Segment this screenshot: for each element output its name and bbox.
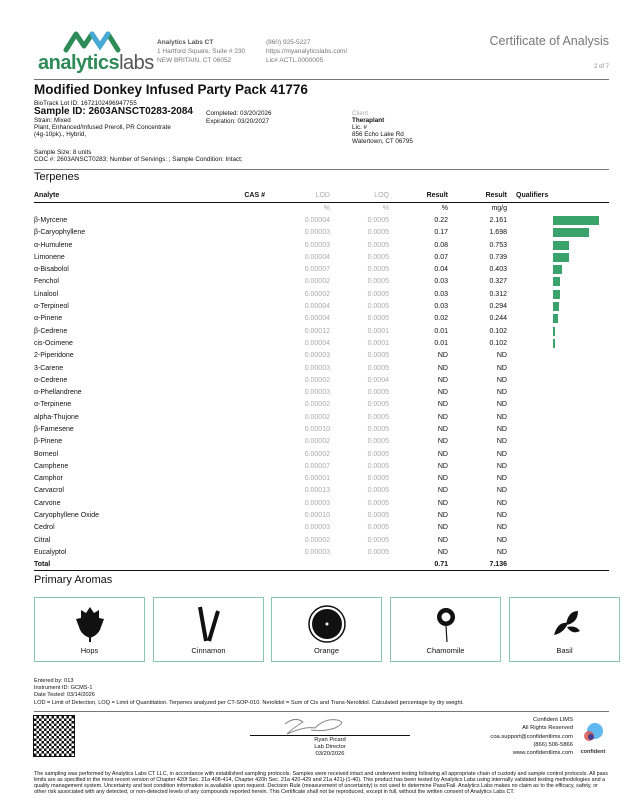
cell-q [507,386,609,398]
cell-lod: 0.00002 [304,413,330,421]
header-qualifiers: Qualifiers [507,190,609,202]
cell-loq: 0.0005 [367,438,389,446]
page-number: 2 of 7 [593,64,609,70]
qualifier-bar [553,265,562,274]
cell-loq: 0.0005 [367,401,389,409]
cell-pct: ND [437,389,448,397]
cell-lod: 0.00004 [304,315,330,323]
cell-lod: 0.00013 [304,487,330,495]
table-row [34,337,609,349]
cell-cas [224,473,265,485]
qualifier-bar [553,302,559,311]
cell-analyte: alpha-Thujone [34,413,79,421]
coc-info: COC #: 2603ANSCT0283; Number of Servings: ; Sample Condition: Intact; [34,156,243,163]
cell-analyte: Camphene [34,462,69,470]
qualifier-bar [553,314,558,323]
cell-lod: 0.00004 [304,253,330,261]
cell-cas [224,460,265,472]
cell-q [507,411,609,423]
cell-cas [224,509,265,521]
table-row [34,362,609,374]
cell-analyte: α-Cedrene [34,376,68,384]
sample-size: Sample Size: 8 units [34,149,92,156]
aroma-basil: Basil [509,597,620,662]
table-row [34,251,609,263]
qualifier-bar [553,253,569,262]
cell-lod: 0.00004 [304,216,330,224]
cell-mg: ND [496,450,507,458]
table-row [34,276,609,288]
cell-lod: 0.00003 [304,499,330,507]
aroma-hops: Hops [34,597,145,662]
cell-analyte: β-Farnesene [34,425,74,433]
cell-pct: ND [437,499,448,507]
table-row [34,436,609,448]
cell-pct: ND [437,425,448,433]
cell-loq: 0.0005 [367,425,389,433]
cell-loq: 0.0005 [367,241,389,249]
table-row [34,374,609,386]
sample-name: Modified Donkey Infused Party Pack 41776 [34,82,308,97]
cell-lod: 0.00002 [304,450,330,458]
cell-cas [224,313,265,325]
cell-mg: ND [496,364,507,372]
terpenes-title: Terpenes [34,171,80,183]
cell-pct: ND [437,487,448,495]
cell-pct: 0.04 [434,266,448,274]
qualifier-bar [553,241,569,250]
table-row [34,448,609,460]
cell-q [507,227,609,239]
cell-mg: 0.244 [489,315,507,323]
confident-logo-icon [578,722,608,744]
cell-pct: ND [437,475,448,483]
cell-analyte: α-Terpineol [34,303,69,311]
cell-mg: ND [496,389,507,397]
cell-mg: ND [496,499,507,507]
cell-mg: ND [496,438,507,446]
expiration-date: Expiration: 03/20/2027 [206,118,270,125]
cell-q [507,534,609,546]
qualifier-bar [553,290,560,299]
cell-mg: 0.312 [489,290,507,298]
cell-pct: 0.03 [434,278,448,286]
cell-pct: 0.22 [434,216,448,224]
qualifier-bar [553,277,560,286]
cell-lod: 0.00003 [304,352,330,360]
cell-mg: 0.102 [489,339,507,347]
header-result-pct: Result [389,190,448,202]
cell-analyte: Citral [34,536,51,544]
cell-lod: 0.00004 [304,303,330,311]
table-row [34,214,609,226]
aroma-cinnamon: Cinnamon [153,597,264,662]
qualifier-bar [553,228,589,237]
cell-pct: ND [437,438,448,446]
cell-analyte: Caryophyllene Oxide [34,512,99,520]
cell-pct: 0.03 [434,303,448,311]
completed-date: Completed: 03/20/2026 [206,110,272,117]
cell-loq: 0.0005 [367,548,389,556]
cell-analyte: Carvacrol [34,487,64,495]
qualifier-bar [553,327,555,336]
cell-loq: 0.0005 [367,216,389,224]
cell-pct: ND [437,524,448,532]
lab-contact: (860) 925-5227 https://myanalyticslabs.com/ Lic# ACTL.0000005 [266,39,348,64]
unit-result-mg: mg/g [491,204,507,212]
cell-analyte: Camphor [34,475,63,483]
cell-cas [224,411,265,423]
cell-q [507,214,609,226]
cell-lod: 0.00004 [304,339,330,347]
divider [34,169,609,170]
cell-mg: 0.753 [489,241,507,249]
cell-loq: 0.0005 [367,266,389,274]
cell-mg: ND [496,548,507,556]
disclaimer: The sampling was performed by Analytics Labs CT LLC, in accordance with established sampling protocols. Samples were received intact and underwent testing following all appropriate chain of custody and sample control protocols. All pass limits are as specified in the most recent version of Chapter 420f Sec. 21a 408-414, Chapter 420h Sec. 21a 420-429 and 21a 421j-(1-40). This product has been tested by Analytics Labs using internally validated testing methodologies and a quality management system. Uncertainty and test condition information is available upon request. Decision Rule (measurement of uncertainty) is not used to determine Pass/Fail. Analytics Labs makes no claim as to the efficacy, safety, or other risk associated with any detected, or non-detected levels of any compounds reported herein. This Certificate shall not be reproduced, except in full, without the written consent of Analytics Labs CT. [34,771,609,796]
cell-pct: ND [437,376,448,384]
sample-details: Strain: Mixed Plant, Enhanced/Infused Preroll, PR Concentrate (4g-10pk)., Hybrid, [34,117,171,138]
cell-cas [224,436,265,448]
cell-pct: 0.07 [434,253,448,261]
cell-loq: 0.0005 [367,315,389,323]
cell-loq: 0.0005 [367,364,389,372]
header-loq: LOQ [330,190,389,202]
cell-mg: ND [496,413,507,421]
cell-loq: 0.0005 [367,475,389,483]
cell-pct: 0.02 [434,315,448,323]
cell-q [507,325,609,337]
cell-loq: 0.0005 [367,524,389,532]
cinnamon-icon [194,605,224,643]
cell-lod: 0.00003 [304,548,330,556]
lims-website-link[interactable]: www.confidentlims.com [512,750,573,757]
table-row [34,288,609,300]
cell-loq: 0.0005 [367,536,389,544]
cell-mg: ND [496,376,507,384]
cell-analyte: α-Phellandrene [34,389,82,397]
cell-cas [224,423,265,435]
divider [34,79,609,80]
confident-logo: confident [578,722,608,754]
qualifier-bar [553,216,599,225]
cell-mg: 0.327 [489,278,507,286]
cell-loq: 0.0001 [367,327,389,335]
cell-pct: ND [437,401,448,409]
table-row [34,460,609,472]
cell-analyte: Eucalyptol [34,548,67,556]
cell-mg: ND [496,536,507,544]
terpenes-table [34,190,609,571]
lims-info: Confident LIMS All Rights Reserved coa.support@confidentlims.com (866) 506-5866 www.confidentlims.com [490,717,573,757]
signatory: Ryan Picard Lab Director 03/20/2026 [314,737,346,757]
cell-q [507,362,609,374]
cell-lod: 0.00003 [304,229,330,237]
cell-analyte: α-Bisabolol [34,266,69,274]
cell-cas [224,534,265,546]
cell-mg: 0.739 [489,253,507,261]
cell-q [507,485,609,497]
cell-loq: 0.0001 [367,339,389,347]
table-row [34,263,609,275]
cell-cas [224,350,265,362]
cell-cas [224,374,265,386]
cell-mg: ND [496,352,507,360]
cell-loq: 0.0005 [367,512,389,520]
cell-pct: ND [437,462,448,470]
cell-q [507,436,609,448]
cell-q [507,350,609,362]
cell-mg: ND [496,462,507,470]
cell-cas [224,239,265,251]
cell-pct: ND [437,352,448,360]
cell-pct: ND [437,450,448,458]
cell-lod: 0.00003 [304,524,330,532]
cell-pct: 0.01 [434,339,448,347]
cell-q [507,522,609,534]
cell-mg: 1.698 [489,229,507,237]
cell-pct: 0.01 [434,327,448,335]
cell-cas [224,227,265,239]
test-notes: Entered by: 013 Instrument ID: GCMS-1 Date Tested: 03/14/2026 LOD = Limit of Detection, LOQ = Limit of Quantitation. Terpenes analyzed per CT-SOP-010. Nerolidol = Sum of Cis and Trans-Nerolidol. Calculated percentage by dry weight. [34,678,464,706]
aroma-orange: Orange [271,597,382,662]
cell-analyte: β-Pinene [34,438,63,446]
header-lod: LOD [265,190,330,202]
cell-cas [224,251,265,263]
cell-mg: ND [496,401,507,409]
cell-q [507,300,609,312]
cell-cas [224,337,265,349]
table-row [34,313,609,325]
lab-logo: analyticslabs [38,28,148,78]
table-row [34,325,609,337]
cell-lod: 0.00002 [304,401,330,409]
cell-q [507,473,609,485]
cell-lod: 0.00002 [304,376,330,384]
lab-address: Analytics Labs CT 1 Hartford Square, Suite # 230 NEW BRITAIN, CT 06052 [157,39,246,64]
divider [34,711,609,712]
cell-q [507,374,609,386]
orange-icon [308,605,346,643]
cell-q [507,263,609,275]
cell-lod: 0.00003 [304,389,330,397]
unit-lod: % [323,204,330,212]
cell-q [507,251,609,263]
header-cas: CAS # [224,190,265,202]
cell-mg: ND [496,487,507,495]
cell-q [507,546,609,558]
qualifier-bar [553,339,555,348]
cell-cas [224,276,265,288]
table-row [34,227,609,239]
table-row [34,399,609,411]
header-analyte: Analyte [34,190,224,202]
cell-lod: 0.00007 [304,266,330,274]
cell-lod: 0.00012 [304,327,330,335]
cell-q [507,313,609,325]
table-row [34,522,609,534]
aroma-chamomile: Chamomile [390,597,501,662]
cell-lod: 0.00003 [304,364,330,372]
table-row [34,485,609,497]
cell-loq: 0.0005 [367,462,389,470]
cell-q [507,509,609,521]
cell-analyte: β-Caryophyllene [34,229,86,237]
cell-mg: 2.161 [489,216,507,224]
cell-cas [224,325,265,337]
cell-cas [224,399,265,411]
cell-q [507,497,609,509]
chamomile-icon [431,605,461,643]
cell-lod: 0.00003 [304,241,330,249]
cell-analyte: α-Humulene [34,241,73,249]
cell-loq: 0.0005 [367,352,389,360]
doc-title: Certificate of Analysis [489,34,609,48]
cell-loq: 0.0005 [367,229,389,237]
cell-cas [224,288,265,300]
hops-icon [75,605,105,643]
aromas-title: Primary Aromas [34,574,113,586]
cell-loq: 0.0005 [367,389,389,397]
lab-website-link[interactable]: https://myanalyticslabs.com/ [266,48,348,55]
cell-lod: 0.00002 [304,536,330,544]
cell-mg: 0.403 [489,266,507,274]
cell-analyte: 2-Piperidone [34,352,74,360]
basil-icon [550,605,582,643]
cell-q [507,448,609,460]
cell-analyte: 3-Carene [34,364,64,372]
cell-loq: 0.0004 [367,376,389,384]
cell-cas [224,522,265,534]
table-row [34,423,609,435]
total-row: Total 0.71 7.136 [34,559,609,571]
cell-analyte: Cedrol [34,524,55,532]
cell-pct: 0.08 [434,241,448,249]
cell-q [507,460,609,472]
sample-id: Sample ID: 2603ANSCT0283-2084 [34,106,193,117]
cell-lod: 0.00010 [304,512,330,520]
cell-pct: ND [437,364,448,372]
cell-mg: ND [496,475,507,483]
cell-analyte: β-Myrcene [34,216,68,224]
cell-analyte: Carvone [34,499,61,507]
cell-analyte: β-Cedrene [34,327,68,335]
table-row [34,473,609,485]
qr-code[interactable] [34,716,74,756]
cell-mg: ND [496,524,507,532]
cell-lod: 0.00007 [304,462,330,470]
cell-cas [224,448,265,460]
table-row [34,546,609,558]
cell-analyte: Borneol [34,450,59,458]
cell-q [507,337,609,349]
cell-mg: 0.102 [489,327,507,335]
cell-q [507,423,609,435]
cell-cas [224,300,265,312]
cell-lod: 0.00002 [304,438,330,446]
cell-cas [224,497,265,509]
table-row [34,239,609,251]
cell-q [507,239,609,251]
cell-q [507,288,609,300]
cell-lod: 0.00001 [304,475,330,483]
cell-lod: 0.00010 [304,425,330,433]
cell-pct: ND [437,548,448,556]
cell-q [507,276,609,288]
cell-cas [224,386,265,398]
header-result-mg: Result [448,190,507,202]
client-info: Client Theraplant Lic. # 856 Echo Lake Rd Watertown, CT 06795 [352,110,413,145]
unit-result-pct: % [441,204,448,212]
cell-cas [224,214,265,226]
cell-pct: ND [437,512,448,520]
cell-mg: 0.294 [489,303,507,311]
cell-loq: 0.0005 [367,413,389,421]
lims-email-link[interactable]: coa.support@confidentlims.com [490,733,573,740]
table-row [34,386,609,398]
cell-loq: 0.0005 [367,499,389,507]
biotrack-id: BioTrack Lot ID: 1672102496947755 [34,100,137,107]
unit-loq: % [382,204,389,212]
cell-loq: 0.0005 [367,450,389,458]
logo-mark-icon [38,28,148,54]
cell-loq: 0.0005 [367,278,389,286]
cell-analyte: α-Terpinene [34,401,72,409]
cell-lod: 0.00002 [304,290,330,298]
cell-lod: 0.00002 [304,278,330,286]
cell-loq: 0.0005 [367,290,389,298]
table-row [34,509,609,521]
table-row [34,411,609,423]
cell-pct: ND [437,536,448,544]
table-row [34,497,609,509]
cell-analyte: cis-Ocimene [34,339,73,347]
cell-pct: 0.17 [434,229,448,237]
cell-cas [224,485,265,497]
cell-cas [224,362,265,374]
cell-analyte: α-Pinene [34,315,63,323]
cell-loq: 0.0005 [367,487,389,495]
cell-analyte: Linalool [34,290,59,298]
cell-cas [224,263,265,275]
cell-pct: 0.03 [434,290,448,298]
cell-loq: 0.0005 [367,253,389,261]
cell-pct: ND [437,413,448,421]
table-row [34,350,609,362]
cell-analyte: Limonene [34,253,65,261]
cell-cas [224,546,265,558]
cell-q [507,399,609,411]
cell-analyte: Fenchol [34,278,59,286]
table-row [34,534,609,546]
cell-mg: ND [496,425,507,433]
table-row [34,300,609,312]
cell-mg: ND [496,512,507,520]
signature-line [250,735,410,736]
cell-loq: 0.0005 [367,303,389,311]
